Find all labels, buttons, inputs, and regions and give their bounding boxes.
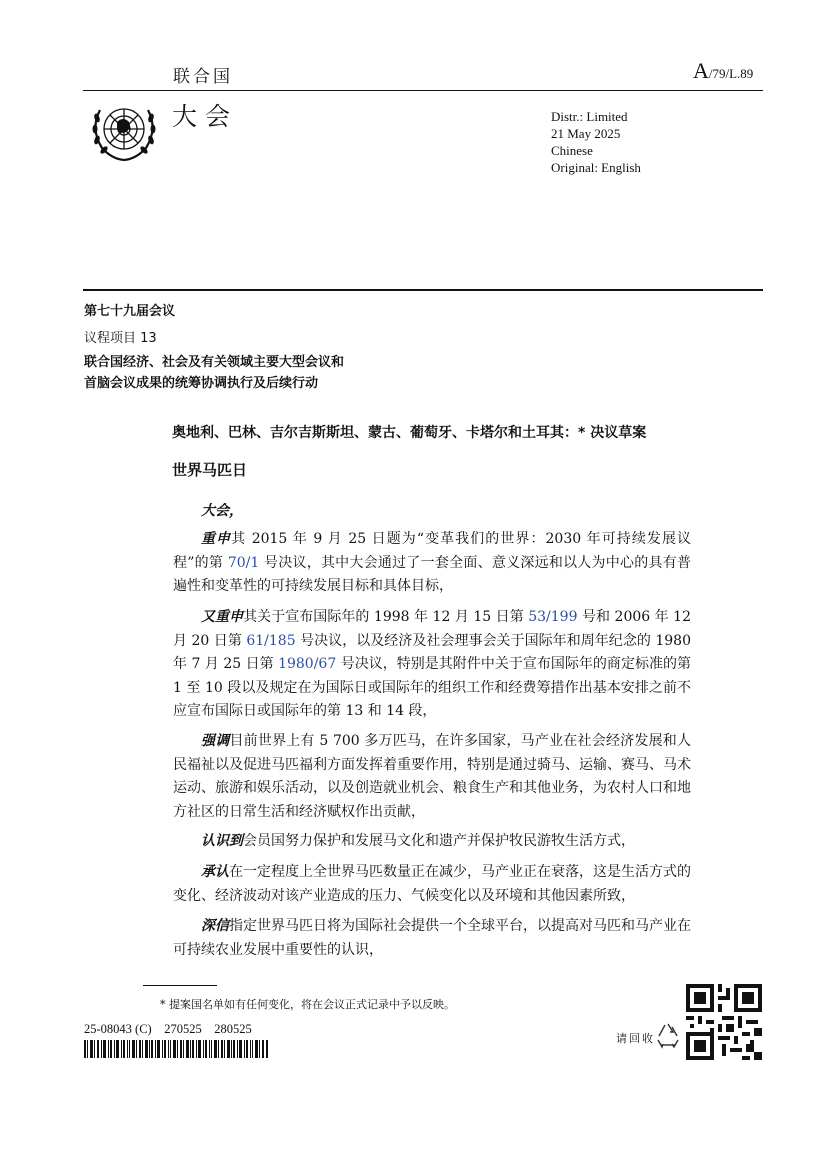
agenda-item: 议程项目 13 xyxy=(84,331,157,346)
session-rule xyxy=(83,289,763,291)
recycle-icon xyxy=(653,1020,683,1050)
agenda-title-line-1: 联合国经济、社会及有关领域主要大型会议和 xyxy=(84,355,345,370)
sponsors-title: 奥地利、巴林、吉尔吉斯斯坦、蒙古、葡萄牙、卡塔尔和土耳其：* 决议草案 xyxy=(172,425,647,441)
barcode-icon xyxy=(84,1040,269,1058)
footnote: * 提案国名单如有任何变化，将在会议正式记录中予以反映。 xyxy=(160,998,455,1011)
paragraph-convinced xyxy=(173,915,691,962)
paragraph-lead: 又重申 xyxy=(201,609,244,625)
agenda-title-line-2: 首脑会议成果的统筹协调执行及后续行动 xyxy=(84,376,319,391)
paragraph-text: 在一定程度上全世界马匹数量正在减少，马产业正在衰落，这是生活方式的变化、经济波动对该产业造成的压力、气候变化以及环境和其他因素所致， xyxy=(173,864,691,904)
distribution-status: Distr.: Limited xyxy=(551,109,628,124)
paragraph-lead: 认识到 xyxy=(201,833,243,849)
recycle-label: 请回收 xyxy=(616,1032,655,1045)
paragraph-reaffirming xyxy=(173,528,691,599)
paragraph-text: 号和 2006 年 12 月 20 日第 xyxy=(173,609,691,649)
paragraph-lead: 重申 xyxy=(201,531,232,547)
paragraph-recognizing xyxy=(173,830,691,854)
document-language: Chinese xyxy=(551,143,593,158)
org-name: 联合国 xyxy=(173,67,233,86)
document-symbol-letter: A xyxy=(693,58,709,83)
document-symbol-suffix: /79/L.89 xyxy=(708,66,754,81)
resolution-link-53-199[interactable]: 53/199 xyxy=(528,609,578,625)
paragraph-text: 其 2015 年 9 月 25 日题为“变革我们的世界：2030 年可持续发展议程”的第 xyxy=(173,531,692,571)
original-language: Original: English xyxy=(551,160,641,175)
resolution-title: 世界马匹日 xyxy=(172,461,248,479)
paragraph-text: 号决议，特别是其附件中关于宣布国际年的商定标准的第 1 至 10 段以及规定在为国际日或国际年的组织工作和经费筹措作出基本安排之前不应宣布国际日或国际年的第 13 和 14 段， xyxy=(173,656,691,719)
paragraph-text: 指定世界马匹日将为国际社会提供一个全球平台，以提高对马匹和马产业在可持续农业发展中重要性的认识， xyxy=(173,918,691,958)
resolution-link-61-185[interactable]: 61/185 xyxy=(246,632,296,649)
session-title: 第七十九届会议 xyxy=(84,304,176,319)
distribution-block xyxy=(551,108,641,176)
header-rule xyxy=(83,90,763,91)
body-name: 大 会 xyxy=(172,102,230,131)
paragraph-text: 其关于宣布国际年的 1998 年 12 月 15 日第 xyxy=(243,609,529,625)
qr-code-icon xyxy=(686,984,762,1060)
opening-phrase: 大会， xyxy=(201,503,243,519)
paragraph-emphasizing xyxy=(173,730,691,824)
agenda-title xyxy=(84,352,344,394)
paragraph-text: 目前世界上有 5 700 多万匹马，在许多国家，马产业在社会经济发展和人民福祉以及促进马匹福利方面发挥着重要作用，特别是通过骑马、运输、赛马、马术运动、旅游和娱乐活动，以及创造就业机会、粮食生产和其他业务，为农村人口和地方社区的日常生活和经济赋权作出贡献， xyxy=(173,733,692,820)
paragraph-also-reaffirming xyxy=(173,606,691,724)
paragraph-acknowledging xyxy=(173,861,691,908)
paragraph-lead: 承认 xyxy=(201,864,229,880)
document-number: 25-08043 (C) 270525 280525 xyxy=(84,1022,252,1036)
paragraph-text: 号决议，其中大会通过了一套全面、意义深远和以人为中心的具有普遍性和变革性的可持续发展目标和具体目标， xyxy=(173,554,692,594)
resolution-link-70-1[interactable]: 70/1 xyxy=(227,554,260,571)
paragraph-lead: 强调 xyxy=(201,733,230,749)
document-symbol xyxy=(693,58,753,84)
resolution-link-1980-67[interactable]: 1980/67 xyxy=(278,656,337,672)
un-emblem-icon xyxy=(84,96,164,166)
footnote-separator xyxy=(143,985,217,986)
paragraph-text: 号决议，以及经济及社会理事会关于国际年和周年纪念的 1980 年 7 月 25 日第 xyxy=(173,632,691,672)
paragraph-lead: 深信 xyxy=(201,918,229,934)
document-date: 21 May 2025 xyxy=(551,126,621,141)
paragraph-text: 会员国努力保护和发展马文化和遗产并保护牧民游牧生活方式， xyxy=(243,833,635,849)
